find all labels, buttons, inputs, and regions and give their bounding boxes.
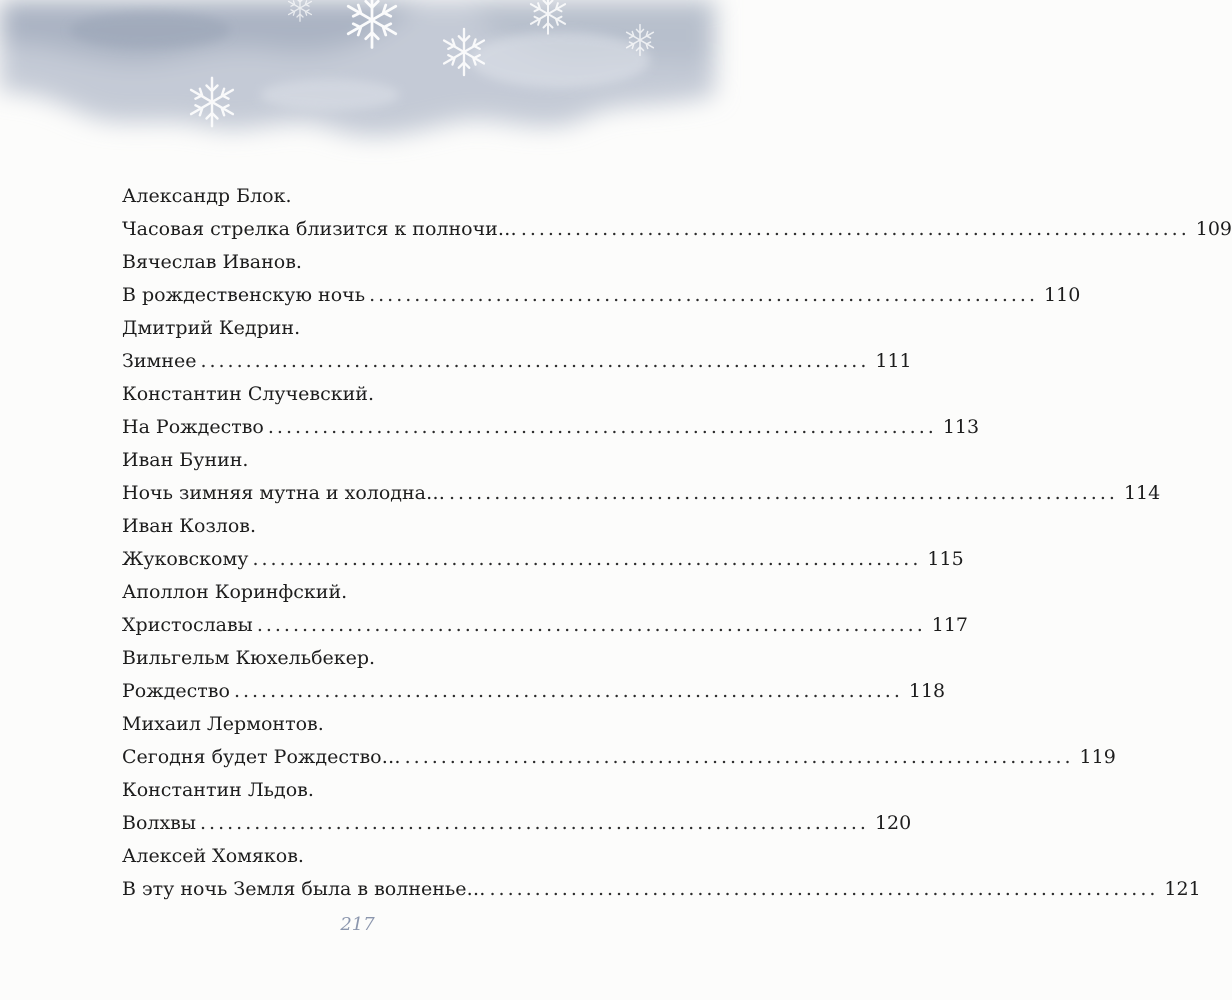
- toc-author: Иван Бунин.: [122, 449, 249, 471]
- toc-line[interactable]: [122, 543, 964, 576]
- dot-leader: ..........................................................................: [200, 350, 870, 372]
- toc-line[interactable]: [122, 345, 912, 378]
- toc-entry: [122, 774, 912, 840]
- toc-author: Константин Случевский.: [122, 383, 375, 405]
- watercolor-snow-header: [0, 0, 715, 160]
- toc-entry: [122, 576, 969, 642]
- toc-page-number: 110: [1044, 284, 1081, 306]
- toc-title: Жуковскому: [122, 548, 249, 570]
- dot-leader: ..........................................................................: [489, 878, 1159, 900]
- dot-leader: ..........................................................................: [449, 482, 1118, 504]
- toc-author: Аполлон Коринфский.: [122, 581, 348, 603]
- dot-leader: ..........................................................................: [369, 284, 1039, 306]
- toc-title: Рождество: [122, 680, 230, 702]
- toc-page-number: 114: [1123, 482, 1161, 504]
- dot-leader: ..........................................................................: [267, 416, 937, 438]
- toc-entry: [122, 378, 980, 444]
- toc-author: Алексей Хомяков.: [122, 845, 304, 867]
- toc-entry: [122, 840, 1201, 906]
- table-of-contents: [122, 180, 1232, 906]
- dot-leader: ..........................................................................: [520, 218, 1190, 240]
- toc-title: Часовая стрелка близится к полночи…: [122, 218, 517, 240]
- toc-title: В эту ночь Земля была в волненье…: [122, 878, 486, 900]
- toc-title: Волхвы: [122, 812, 197, 834]
- toc-title: Зимнее: [122, 350, 197, 372]
- toc-entry: [122, 246, 1081, 312]
- toc-title: На Рождество: [122, 416, 264, 438]
- toc-author: Вильгельм Кюхельбекер.: [122, 647, 376, 669]
- toc-page-number: 119: [1079, 746, 1116, 768]
- toc-entry: [122, 312, 912, 378]
- toc-page-number: 117: [931, 614, 969, 636]
- toc-line[interactable]: [122, 675, 946, 708]
- toc-line[interactable]: [122, 213, 1232, 246]
- toc-author: Вячеслав Иванов.: [122, 251, 302, 273]
- toc-author: Иван Козлов.: [122, 515, 257, 537]
- toc-entry: [122, 444, 1161, 510]
- toc-page-number: 121: [1164, 878, 1201, 900]
- toc-page-number: 118: [908, 680, 946, 702]
- dot-leader: ..........................................................................: [256, 614, 926, 636]
- toc-author: Михаил Лермонтов.: [122, 713, 324, 735]
- toc-line[interactable]: [122, 411, 980, 444]
- toc-entry: [122, 708, 1116, 774]
- page-number: 217: [340, 914, 375, 935]
- toc-entry: [122, 180, 1232, 246]
- toc-author: Александр Блок.: [122, 185, 292, 207]
- dot-leader: ..........................................................................: [200, 812, 869, 834]
- toc-line[interactable]: [122, 741, 1116, 774]
- toc-title: Ночь зимняя мутна и холодна…: [122, 482, 445, 504]
- toc-entry: [122, 642, 946, 708]
- toc-title: Христославы: [122, 614, 253, 636]
- toc-page-number: 113: [942, 416, 980, 438]
- toc-entry: [122, 510, 964, 576]
- toc-line[interactable]: [122, 873, 1201, 906]
- toc-line[interactable]: [122, 807, 912, 840]
- toc-page-number: 115: [927, 548, 964, 570]
- toc-author: Дмитрий Кедрин.: [122, 317, 301, 339]
- toc-title: В рождественскую ночь: [122, 284, 366, 306]
- toc-title: Сегодня будет Рождество…: [122, 746, 401, 768]
- toc-line[interactable]: [122, 609, 969, 642]
- toc-page-number: 120: [874, 812, 912, 834]
- dot-leader: ..........................................................................: [404, 746, 1074, 768]
- toc-page-number: 109: [1195, 218, 1232, 240]
- toc-line[interactable]: [122, 279, 1081, 312]
- toc-page-number: 111: [875, 350, 912, 372]
- toc-author: Константин Льдов.: [122, 779, 314, 801]
- dot-leader: ..........................................................................: [233, 680, 903, 702]
- dot-leader: ..........................................................................: [252, 548, 922, 570]
- toc-line[interactable]: [122, 477, 1161, 510]
